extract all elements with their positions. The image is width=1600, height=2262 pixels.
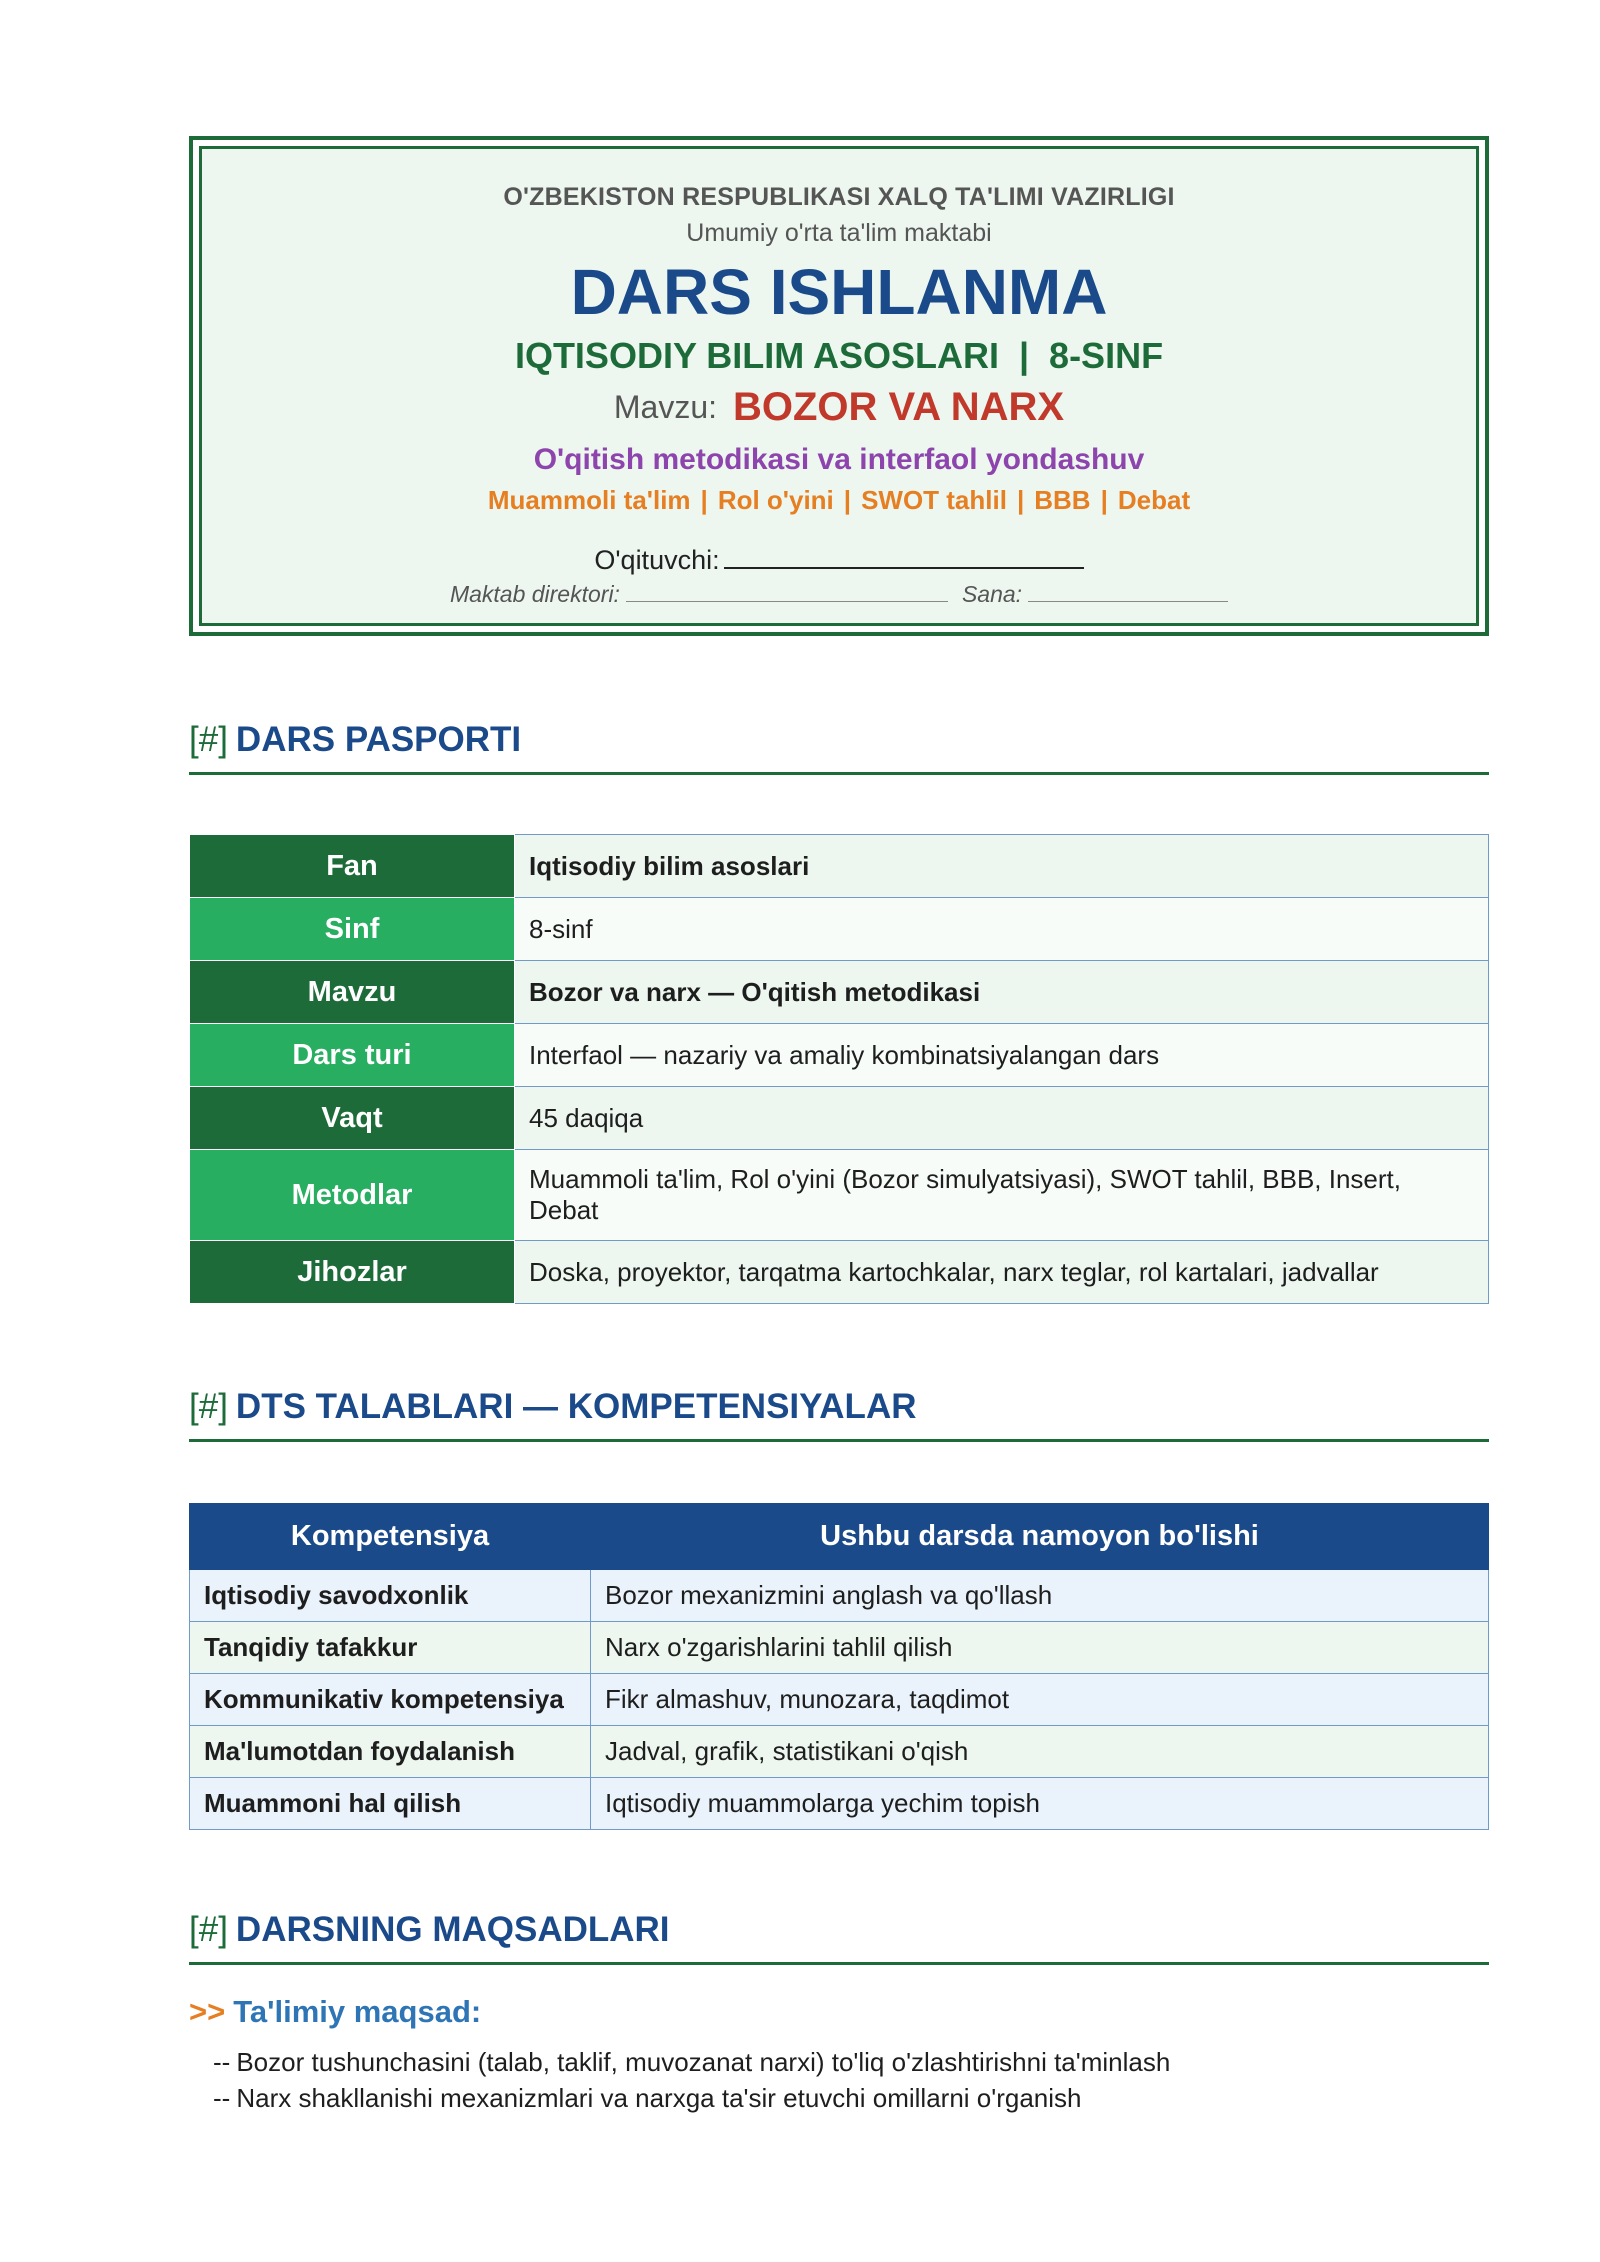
section-heading-passport <box>189 714 1489 775</box>
competency-row <box>190 1570 1489 1622</box>
technique-separator: | <box>1016 485 1025 515</box>
competency-name: Iqtisodiy savodxonlik <box>190 1570 591 1622</box>
goal-item-text: Narx shakllanishi mexanizmlari va narxga ta'sir etuvchi omillarni o'rganish <box>236 2083 1082 2113</box>
director-date-line <box>202 581 1476 608</box>
passport-value: Doska, proyektor, tarqatma kartochkalar, narx teglar, rol kartalari, jadvallar <box>515 1241 1489 1304</box>
technique-item: Muammoli ta'lim <box>487 485 691 515</box>
passport-key: Dars turi <box>190 1024 515 1087</box>
techniques-line <box>202 485 1476 516</box>
topic-label: Mavzu: <box>613 389 717 425</box>
goal-subheading <box>189 1994 481 2030</box>
goal-subheading-text: Ta'limiy maqsad: <box>233 1994 482 2029</box>
passport-value: Iqtisodiy bilim asoslari <box>515 835 1489 898</box>
competency-header-row <box>190 1504 1489 1570</box>
teacher-signature-line <box>202 545 1476 576</box>
dash-marker: -- <box>213 2047 231 2077</box>
passport-row <box>190 898 1489 961</box>
section-hash: [#] <box>189 1387 228 1426</box>
passport-table <box>189 834 1489 1304</box>
competency-header: Ushbu darsda namoyon bo'lishi <box>591 1504 1489 1570</box>
competency-row <box>190 1726 1489 1778</box>
director-blank-line <box>626 583 948 602</box>
passport-row <box>190 1241 1489 1304</box>
technique-item: BBB <box>1034 485 1091 515</box>
competency-row <box>190 1674 1489 1726</box>
document-title: DARS ISHLANMA <box>570 256 1108 328</box>
director-label: Maktab direktori: <box>449 581 620 607</box>
passport-value: Muammoli ta'lim, Rol o'yini (Bozor simulyatsiyasi), SWOT tahlil, BBB, Insert, Debat <box>515 1150 1489 1241</box>
goal-list <box>213 2044 1170 2116</box>
section-title: DTS TALABLARI — KOMPETENSIYALAR <box>235 1387 917 1426</box>
school-type: Umumiy o'rta ta'lim maktabi <box>686 219 992 247</box>
passport-value: 45 daqiqa <box>515 1087 1489 1150</box>
competency-table <box>189 1503 1489 1830</box>
passport-value: Interfaol — nazariy va amaliy kombinatsiyalangan dars <box>515 1024 1489 1087</box>
passport-key: Fan <box>190 835 515 898</box>
topic-line <box>202 385 1476 430</box>
passport-row <box>190 1024 1489 1087</box>
technique-item: Rol o'yini <box>717 485 834 515</box>
passport-key: Mavzu <box>190 961 515 1024</box>
competency-name: Muammoni hal qilish <box>190 1778 591 1830</box>
goal-item <box>213 2044 1170 2080</box>
competency-description: Bozor mexanizmini anglash va qo'llash <box>591 1570 1489 1622</box>
competency-header: Kompetensiya <box>190 1504 591 1570</box>
passport-row <box>190 1087 1489 1150</box>
methodology-line: O'qitish metodikasi va interfaol yondashuv <box>533 443 1145 476</box>
competency-description: Fikr almashuv, munozara, taqdimot <box>591 1674 1489 1726</box>
teacher-blank-line <box>724 545 1084 569</box>
passport-value: 8-sinf <box>515 898 1489 961</box>
teacher-label: O'qituvchi: <box>594 545 720 575</box>
arrow-marker: >> <box>189 1994 226 2029</box>
passport-row <box>190 961 1489 1024</box>
section-hash: [#] <box>189 720 228 759</box>
technique-item: Debat <box>1117 485 1191 515</box>
competency-name: Tanqidiy tafakkur <box>190 1622 591 1674</box>
section-heading-goals <box>189 1904 1489 1965</box>
competency-description: Jadval, grafik, statistikani o'qish <box>591 1726 1489 1778</box>
passport-key: Sinf <box>190 898 515 961</box>
technique-separator: | <box>843 485 852 515</box>
passport-key: Jihozlar <box>190 1241 515 1304</box>
technique-separator: | <box>1100 485 1108 515</box>
passport-key: Vaqt <box>190 1087 515 1150</box>
section-hash: [#] <box>189 1910 228 1949</box>
section-heading-dts <box>189 1381 1489 1442</box>
passport-value: Bozor va narx — O'qitish metodikasi <box>515 961 1489 1024</box>
passport-key: Metodlar <box>190 1150 515 1241</box>
competency-row <box>190 1622 1489 1674</box>
passport-row <box>190 835 1489 898</box>
section-title: DARSNING MAQSADLARI <box>235 1910 670 1949</box>
date-blank-line <box>1028 583 1228 602</box>
section-title: DARS PASPORTI <box>235 720 522 759</box>
date-label: Sana: <box>961 581 1023 607</box>
technique-item: SWOT tahlil <box>861 485 1007 515</box>
competency-row <box>190 1778 1489 1830</box>
passport-row <box>190 1150 1489 1241</box>
competency-description: Narx o'zgarishlarini tahlil qilish <box>591 1622 1489 1674</box>
technique-separator: | <box>700 485 708 515</box>
goal-item <box>213 2080 1170 2116</box>
competency-name: Ma'lumotdan foydalanish <box>190 1726 591 1778</box>
subject-line: IQTISODIY BILIM ASOSLARI | 8-SINF <box>514 335 1164 376</box>
topic-value: BOZOR VA NARX <box>733 385 1065 429</box>
competency-description: Iqtisodiy muammolarga yechim topish <box>591 1778 1489 1830</box>
title-box <box>189 136 1489 636</box>
ministry-name: O'ZBEKISTON RESPUBLIKASI XALQ TA'LIMI VAZIRLIGI <box>503 183 1175 211</box>
title-box-inner <box>199 146 1479 626</box>
dash-marker: -- <box>213 2083 231 2113</box>
goal-item-text: Bozor tushunchasini (talab, taklif, muvozanat narxi) to'liq o'zlashtirishni ta'minlash <box>236 2047 1171 2077</box>
competency-name: Kommunikativ kompetensiya <box>190 1674 591 1726</box>
